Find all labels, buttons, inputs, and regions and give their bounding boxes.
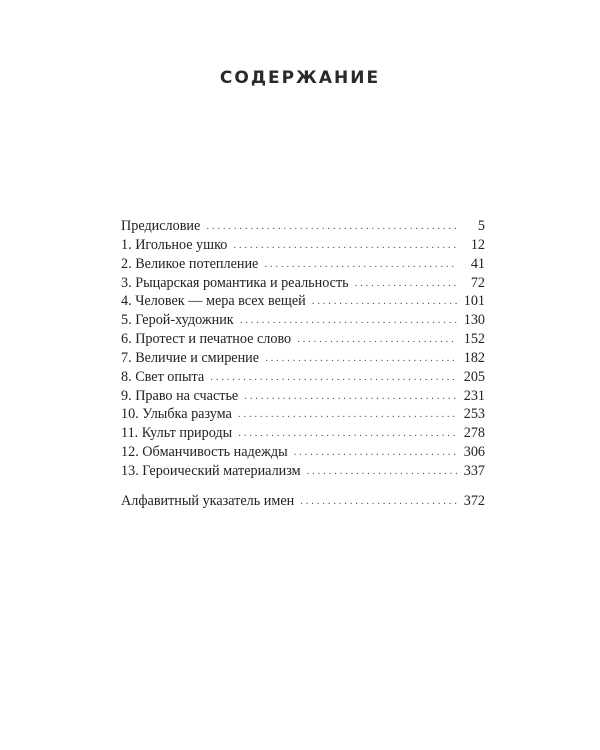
dot-leader bbox=[210, 368, 457, 387]
toc-entry-page: 5 bbox=[477, 218, 485, 234]
toc-entry-label: 8. Свет опыта bbox=[121, 368, 205, 385]
toc-entry-page: 152 bbox=[463, 331, 485, 348]
toc-entry-label: 6. Протест и печатное слово bbox=[121, 331, 292, 348]
toc-entry-label: 10. Улыбка разума bbox=[121, 406, 232, 423]
toc-entry-page: 72 bbox=[470, 274, 485, 291]
dot-leader bbox=[240, 311, 457, 330]
toc-entry-page: 130 bbox=[463, 312, 485, 329]
toc-entry-page: 101 bbox=[463, 293, 485, 310]
toc-entry-page: 372 bbox=[463, 492, 485, 509]
dot-leader bbox=[307, 462, 457, 481]
toc-entry bbox=[121, 462, 485, 481]
toc-entry-label: 1. Игольное ушко bbox=[121, 236, 228, 253]
toc-entry-page: 182 bbox=[463, 349, 485, 366]
dot-leader bbox=[265, 349, 457, 368]
toc-entry-page: 205 bbox=[463, 368, 485, 385]
toc-entry bbox=[121, 424, 485, 443]
toc-entry-label: 4. Человек — мера всех вещей bbox=[121, 293, 306, 310]
page-title: СОДЕРЖАНИЕ bbox=[219, 68, 381, 88]
toc-entry bbox=[121, 292, 485, 311]
toc-entry-label: 13. Героический материализм bbox=[121, 462, 301, 479]
dot-leader bbox=[297, 330, 457, 349]
toc-entry-page: 253 bbox=[463, 406, 485, 423]
toc-entry bbox=[121, 217, 485, 236]
toc-entry-label: 12. Обманчивость надежды bbox=[121, 444, 288, 461]
dot-leader bbox=[238, 405, 457, 424]
dot-leader bbox=[238, 424, 457, 443]
toc-entry-page: 306 bbox=[463, 444, 485, 461]
toc-entry bbox=[121, 274, 485, 293]
toc-entry-label: Алфавитный указатель имен bbox=[121, 492, 295, 509]
toc-entry-index bbox=[121, 492, 485, 511]
toc-entry bbox=[121, 387, 485, 406]
toc-entry-page: 231 bbox=[463, 387, 485, 404]
dot-leader bbox=[264, 255, 457, 274]
toc-entry-label: 5. Герой-художник bbox=[121, 312, 234, 329]
toc-entry bbox=[121, 368, 485, 387]
dot-leader bbox=[300, 492, 457, 511]
toc-entry-page: 41 bbox=[470, 255, 485, 272]
dot-leader bbox=[244, 387, 457, 406]
toc-entry bbox=[121, 236, 485, 255]
toc-entry bbox=[121, 255, 485, 274]
toc-entry-page: 337 bbox=[463, 462, 485, 479]
toc-entry-label: 2. Великое потепление bbox=[121, 255, 259, 272]
toc-entry bbox=[121, 443, 485, 462]
dot-leader bbox=[233, 236, 457, 255]
toc-entry-page: 278 bbox=[463, 425, 485, 442]
dot-leader bbox=[294, 443, 457, 462]
toc-entry bbox=[121, 349, 485, 368]
toc-entry-label: 11. Культ природы bbox=[121, 425, 233, 442]
dot-leader bbox=[355, 274, 457, 293]
toc-entry-label: 7. Величие и смирение bbox=[121, 349, 260, 366]
toc-entry bbox=[121, 330, 485, 349]
toc-entry-label: 3. Рыцарская романтика и реальность bbox=[121, 274, 349, 291]
dot-leader bbox=[206, 217, 457, 236]
dot-leader bbox=[312, 292, 457, 311]
toc-entry-page: 12 bbox=[470, 236, 485, 253]
toc-entry bbox=[121, 311, 485, 330]
toc-entry-label: 9. Право на счастье bbox=[121, 387, 239, 404]
toc-entry bbox=[121, 405, 485, 424]
table-of-contents bbox=[121, 217, 485, 511]
toc-entry-label: Предисловие bbox=[121, 218, 201, 234]
